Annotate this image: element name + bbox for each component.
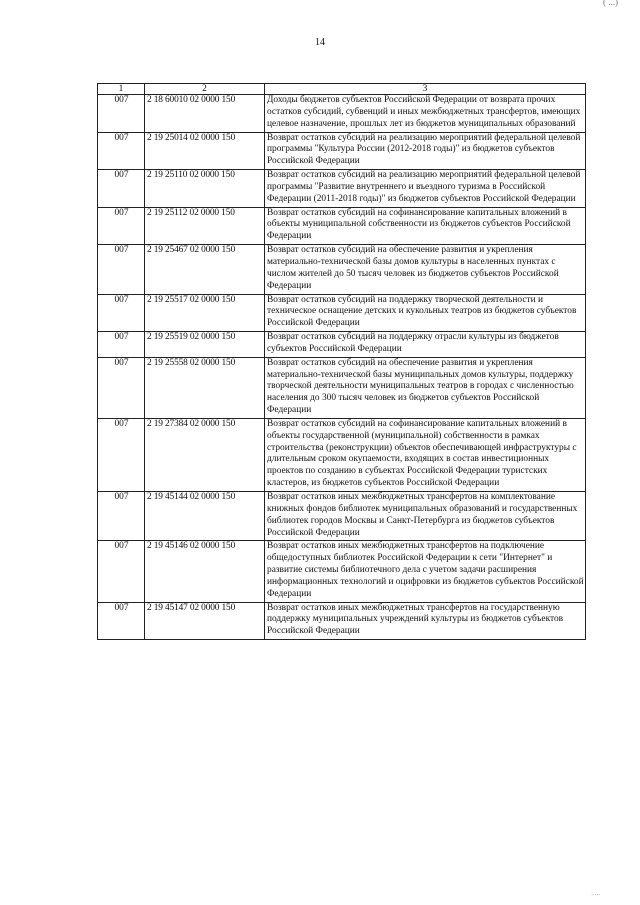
budget-code: 2 19 25519 02 0000 150: [145, 332, 265, 358]
revenue-name: Возврат остатков субсидий на обеспечение развития и укрепления материально-технической базы муниципальных домов культуры, поддержку творческой деятельности муниципальных театров в городах с численностью населения до 300 тысяч человек из бюджетов субъектов Российской Федерации: [265, 357, 586, 418]
column-header-3: 3: [265, 84, 586, 95]
admin-code: 007: [98, 418, 145, 491]
budget-code: 2 19 25517 02 0000 150: [145, 294, 265, 332]
revenue-name: Возврат остатков иных межбюджетных трансфертов на государственную поддержку муниципальных учреждений культуры из бюджетов субъектов Российской Федерации: [265, 602, 586, 640]
budget-code: 2 19 27384 02 0000 150: [145, 418, 265, 491]
revenue-name: Возврат остатков субсидий на поддержку творческой деятельности и техническое оснащение детских и кукольных театров из бюджетов субъектов Российской Федерации: [265, 294, 586, 332]
admin-code: 007: [98, 541, 145, 602]
revenue-name: Возврат остатков субсидий на софинансирование капитальных вложений в объекты государственной (муниципальной) собственности в рамках строительства (реконструкции) объектов обеспечивающей инфраструктуры с длительным сроком окупаемости, входящих в состав инвестиционных проектов по созданию в субъектах Российской Федерации туристских кластеров, из бюджетов субъектов Российской Федерации: [265, 418, 586, 491]
revenue-name: Возврат остатков субсидий на поддержку отрасли культуры из бюджетов субъектов Российской Федерации: [265, 332, 586, 358]
admin-code: 007: [98, 602, 145, 640]
corner-mark: ( ...): [603, 0, 618, 7]
bottom-mark: . ...: [591, 889, 600, 897]
page-number: 14: [315, 37, 325, 48]
budget-code: 2 19 45146 02 0000 150: [145, 541, 265, 602]
table-row: [98, 95, 586, 133]
table-row: [98, 418, 586, 491]
table-header-row: [98, 84, 586, 95]
table-row: [98, 207, 586, 245]
table-row: [98, 294, 586, 332]
budget-code: 2 19 45147 02 0000 150: [145, 602, 265, 640]
revenue-name: Возврат остатков субсидий на реализацию мероприятий федеральной целевой программы "Развитие внутреннего и въездного туризма в Российской Федерации (2011-2018 годы)" из бюджетов субъектов Российской Федерации: [265, 170, 586, 208]
budget-code: 2 19 25110 02 0000 150: [145, 170, 265, 208]
budget-code: 2 19 25014 02 0000 150: [145, 132, 265, 170]
revenue-name: Возврат остатков субсидий на обеспечение развития и укрепления материально-технической базы домов культуры в населенных пунктах с числом жителей до 50 тысяч человек из бюджетов субъектов Российской Федерации: [265, 245, 586, 294]
budget-code: 2 19 45144 02 0000 150: [145, 492, 265, 541]
table-row: [98, 332, 586, 358]
table-row: [98, 541, 586, 602]
budget-classification-table: [97, 83, 586, 640]
admin-code: 007: [98, 95, 145, 133]
table-row: [98, 602, 586, 640]
admin-code: 007: [98, 492, 145, 541]
column-header-2: 2: [145, 84, 265, 95]
budget-code: 2 19 25467 02 0000 150: [145, 245, 265, 294]
budget-code: 2 18 60010 02 0000 150: [145, 95, 265, 133]
revenue-name: Возврат остатков иных межбюджетных трансфертов на подключение общедоступных библиотек Российской Федерации к сети "Интернет" и развитие системы библиотечного дела с учетом задачи расширения информационных технологий и оцифровки из бюджетов субъектов Российской Федерации: [265, 541, 586, 602]
column-header-1: 1: [98, 84, 145, 95]
revenue-name: Возврат остатков иных межбюджетных трансфертов на комплектование книжных фондов библиотек муниципальных образований и государственных библиотек городов Москвы и Санкт-Петербурга из бюджетов субъектов Российской Федерации: [265, 492, 586, 541]
admin-code: 007: [98, 170, 145, 208]
admin-code: 007: [98, 207, 145, 245]
revenue-name: Возврат остатков субсидий на реализацию мероприятий федеральной целевой программы "Культура России (2012-2018 годы)" из бюджетов субъектов Российской Федерации: [265, 132, 586, 170]
admin-code: 007: [98, 357, 145, 418]
admin-code: 007: [98, 132, 145, 170]
table-row: [98, 170, 586, 208]
table-row: [98, 245, 586, 294]
table-row: [98, 132, 586, 170]
table-row: [98, 357, 586, 418]
admin-code: 007: [98, 332, 145, 358]
admin-code: 007: [98, 294, 145, 332]
revenue-name: Возврат остатков субсидий на софинансирование капитальных вложений в объекты муниципальной собственности из бюджетов субъектов Российской Федерации: [265, 207, 586, 245]
admin-code: 007: [98, 245, 145, 294]
table-row: [98, 492, 586, 541]
budget-code: 2 19 25112 02 0000 150: [145, 207, 265, 245]
budget-code: 2 19 25558 02 0000 150: [145, 357, 265, 418]
revenue-name: Доходы бюджетов субъектов Российской Федерации от возврата прочих остатков субсидий, субвенций и иных межбюджетных трансфертов, имеющих целевое назначение, прошлых лет из бюджетов муниципальных образований: [265, 95, 586, 133]
